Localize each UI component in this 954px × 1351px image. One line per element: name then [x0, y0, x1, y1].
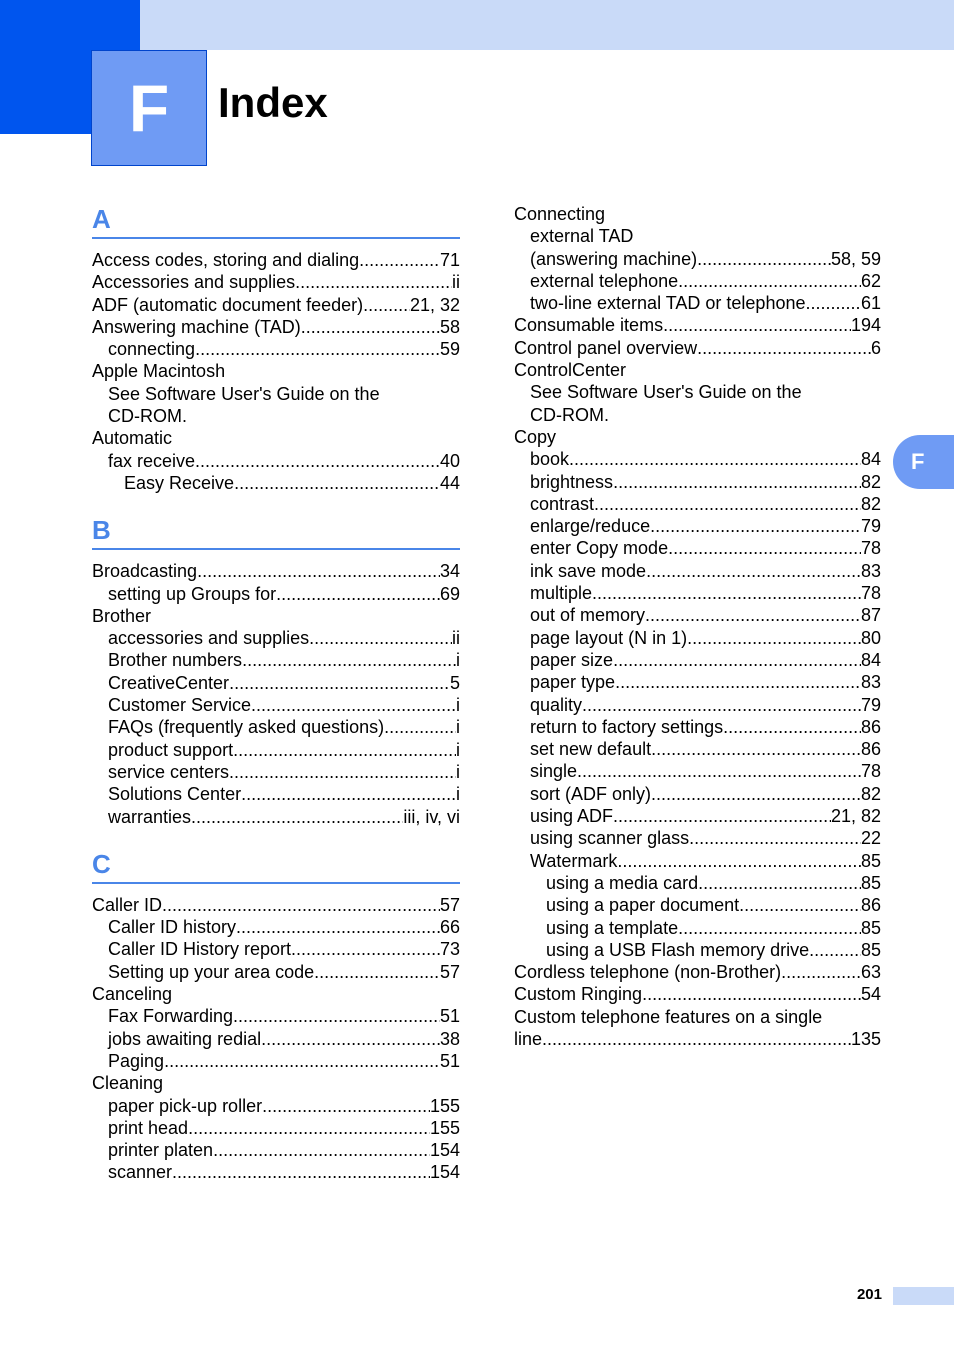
index-entry-page: 84 — [860, 449, 881, 470]
index-entry-label: quality — [530, 694, 583, 715]
index-entry-page: 154 — [429, 1162, 460, 1183]
dot-leader — [363, 294, 410, 316]
index-entry-page: 73 — [439, 939, 460, 960]
index-entry-label: Copy — [514, 426, 557, 447]
dot-leader — [172, 1161, 430, 1183]
index-entry-label: print head — [108, 1117, 189, 1138]
index-entry — [92, 806, 460, 828]
index-entry — [92, 316, 460, 338]
index-entry-page: 79 — [860, 694, 881, 715]
index-entry-label: line — [514, 1028, 543, 1049]
dot-leader — [213, 1139, 430, 1161]
index-entry-page: 62 — [860, 270, 881, 291]
index-entry-page: 83 — [860, 560, 881, 581]
dot-leader — [582, 694, 861, 716]
dot-leader — [687, 627, 861, 649]
index-entry-label: using a USB Flash memory drive — [546, 939, 810, 960]
index-entry — [92, 605, 460, 627]
index-entry-label: brightness — [530, 471, 614, 492]
index-entry-label: Cordless telephone (non-Brother) — [514, 962, 782, 983]
index-entry-page: 85 — [860, 850, 881, 871]
index-entry-page: 194 — [850, 315, 881, 336]
index-entry-label: using a paper document — [546, 895, 740, 916]
index-entry-page: 82 — [860, 493, 881, 514]
index-entry-label: Broadcasting — [92, 561, 198, 582]
index-entry — [514, 426, 881, 448]
index-entry — [92, 672, 460, 694]
dot-leader — [594, 493, 861, 515]
dot-leader — [689, 827, 861, 849]
index-entry-page: 57 — [439, 894, 460, 915]
index-entry-page: 69 — [439, 583, 460, 604]
dot-leader — [291, 938, 440, 960]
index-entry-page: 78 — [860, 761, 881, 782]
index-entry-label: external telephone — [530, 270, 679, 291]
index-entry — [514, 448, 881, 470]
index-entry-label: enlarge/reduce — [530, 516, 651, 537]
index-entry-label: Custom telephone features on a single — [514, 1006, 823, 1027]
index-entry-label: See Software User's Guide on the — [108, 383, 380, 404]
page-number: 201 — [856, 1286, 882, 1303]
index-entry-page: 83 — [860, 672, 881, 693]
index-entry-page: 85 — [860, 917, 881, 938]
index-entry — [92, 716, 460, 738]
index-entry — [92, 1050, 460, 1072]
dot-leader — [577, 760, 861, 782]
index-entry-page: 78 — [860, 538, 881, 559]
index-entry-label: Solutions Center — [108, 784, 242, 805]
index-entry-page: 71 — [439, 250, 460, 270]
index-entry-label: CreativeCenter — [108, 672, 230, 693]
chapter-letter-box: F — [91, 50, 207, 166]
dot-leader — [542, 1028, 851, 1050]
index-entry — [514, 983, 881, 1005]
index-entry — [92, 761, 460, 783]
index-entry — [92, 694, 460, 716]
dot-leader — [191, 806, 403, 828]
index-entry — [92, 1095, 460, 1117]
index-entry-page: i — [456, 717, 460, 738]
dot-leader — [262, 1095, 430, 1117]
index-entry — [514, 582, 881, 604]
index-entry-page: iii, iv, vi — [403, 806, 460, 827]
index-entry-page: 79 — [860, 516, 881, 537]
index-entry — [514, 537, 881, 559]
dot-leader — [613, 805, 831, 827]
index-entry — [92, 1072, 460, 1094]
index-entry-page: 44 — [439, 472, 460, 493]
index-entry — [92, 627, 460, 649]
index-entry-page: 82 — [860, 783, 881, 804]
index-entry-label: Watermark — [530, 850, 618, 871]
dot-leader — [359, 249, 440, 271]
index-entry-page: 38 — [439, 1028, 460, 1049]
index-entry — [514, 359, 881, 381]
dot-leader — [236, 916, 440, 938]
index-entry-label: FAQs (frequently asked questions) — [108, 717, 385, 738]
index-entry-page: 87 — [860, 605, 881, 626]
index-entry — [514, 760, 881, 782]
index-entry-label: ink save mode — [530, 560, 647, 581]
index-entry-page: 84 — [860, 649, 881, 670]
index-entry-label: paper size — [530, 649, 614, 670]
dot-leader — [805, 292, 860, 314]
dot-leader — [197, 560, 440, 582]
index-entry-label: jobs awaiting redial — [108, 1028, 262, 1049]
index-entry — [92, 1139, 460, 1161]
index-entry-page: 86 — [860, 895, 881, 916]
index-entry — [514, 738, 881, 760]
index-entry — [92, 783, 460, 805]
dot-leader — [613, 471, 861, 493]
index-entry-label: single — [530, 761, 578, 782]
index-entry — [514, 225, 881, 247]
dot-leader — [233, 739, 456, 761]
dot-leader — [309, 627, 452, 649]
index-entry-label: ControlCenter — [514, 360, 627, 381]
dot-leader — [739, 894, 861, 916]
index-entry-label: Brother — [92, 605, 152, 626]
index-entry-label: Caller ID History report — [108, 939, 292, 960]
index-entry-page: 135 — [850, 1028, 881, 1049]
index-entry-page: i — [456, 650, 460, 671]
index-entry — [514, 203, 881, 225]
index-entry-label: using a media card — [546, 872, 699, 893]
index-entry-label: paper type — [530, 672, 616, 693]
index-entry — [514, 961, 881, 983]
index-entry-page: 6 — [870, 337, 881, 358]
index-section — [92, 204, 460, 494]
index-entry-label: using a template — [546, 917, 679, 938]
dot-leader — [723, 716, 861, 738]
index-entry-label: external TAD — [530, 226, 634, 247]
index-entry-label: warranties — [108, 806, 192, 827]
index-entry — [514, 1006, 881, 1028]
index-entry — [514, 783, 881, 805]
index-entry-page: 80 — [860, 627, 881, 648]
index-entry-label: Fax Forwarding — [108, 1006, 234, 1027]
index-entry-label: Access codes, storing and dialing — [92, 250, 360, 270]
index-entry-page: 51 — [439, 1006, 460, 1027]
index-entry-page: ii — [452, 272, 460, 293]
index-entry-label: Canceling — [92, 984, 173, 1005]
index-entry — [92, 1117, 460, 1139]
index-entry — [514, 270, 881, 292]
dot-leader — [234, 472, 440, 494]
dot-leader — [569, 448, 861, 470]
index-entry-page: i — [456, 695, 460, 716]
index-entry-label: out of memory — [530, 605, 646, 626]
index-entry — [514, 471, 881, 493]
dot-leader — [698, 872, 861, 894]
dot-leader — [617, 850, 861, 872]
dot-leader — [229, 672, 450, 694]
dot-leader — [650, 515, 861, 537]
index-entry-label: using ADF — [530, 806, 614, 827]
dot-leader — [668, 537, 861, 559]
index-entry-page: 22 — [860, 828, 881, 849]
index-entry-page: 155 — [429, 1117, 460, 1138]
index-left-column — [92, 202, 460, 1184]
dot-leader — [613, 649, 861, 671]
index-entry-label: Caller ID — [92, 894, 163, 915]
index-entry-label: set new default — [530, 739, 652, 760]
header-band — [0, 0, 954, 50]
index-entry — [92, 1028, 460, 1050]
index-entry — [92, 1161, 460, 1183]
index-entry-label: Caller ID history — [108, 917, 237, 938]
index-entry-label: Cleaning — [92, 1073, 164, 1094]
index-entry — [514, 716, 881, 738]
index-entry-label: CD-ROM. — [530, 404, 609, 425]
index-entry-label: sort (ADF only) — [530, 783, 652, 804]
side-tab[interactable]: F — [893, 435, 954, 489]
index-entry — [92, 583, 460, 605]
dot-leader — [384, 716, 456, 738]
index-entry-page: 5 — [449, 672, 460, 693]
index-entry-page: 85 — [860, 939, 881, 960]
index-entry — [514, 872, 881, 894]
dot-leader — [162, 894, 440, 916]
index-entry-page: 58 — [439, 316, 460, 337]
index-entry-label: Easy Receive — [124, 472, 235, 493]
index-entry — [92, 427, 460, 449]
dot-leader — [697, 337, 871, 359]
index-entry — [92, 383, 460, 405]
footer-bar — [893, 1287, 954, 1305]
index-entry-label: printer platen — [108, 1140, 214, 1161]
dot-leader — [651, 783, 861, 805]
index-entry-label: Consumable items — [514, 315, 664, 336]
index-entry — [92, 894, 460, 916]
index-entry-label: fax receive — [108, 450, 196, 471]
index-entry — [514, 939, 881, 961]
index-entry — [514, 404, 881, 426]
index-entry-label: connecting — [108, 339, 196, 360]
dot-leader — [241, 783, 456, 805]
index-section — [92, 828, 460, 1184]
dot-leader — [651, 738, 861, 760]
index-entry-label: See Software User's Guide on the — [530, 382, 802, 403]
index-entry — [92, 938, 460, 960]
index-entry — [92, 405, 460, 427]
index-entry — [92, 983, 460, 1005]
index-entry-page: 21, 82 — [830, 806, 881, 827]
index-entry-page: 51 — [439, 1050, 460, 1071]
index-entry-label: using scanner glass — [530, 828, 690, 849]
index-entry-label: accessories and supplies — [108, 628, 310, 649]
index-entry — [514, 850, 881, 872]
index-entry-page: 155 — [429, 1095, 460, 1116]
dot-leader — [697, 248, 831, 270]
index-entry-page: 54 — [860, 984, 881, 1005]
index-entry-label: multiple — [530, 583, 593, 604]
section-letter: A — [92, 204, 111, 234]
index-entry-label: setting up Groups for — [108, 583, 277, 604]
index-entry-page: 21, 32 — [409, 294, 460, 315]
index-entry — [92, 560, 460, 582]
section-rule — [92, 548, 460, 550]
index-entry — [514, 1028, 881, 1050]
index-entry-label: Customer Service — [108, 695, 252, 716]
index-entry-label: page layout (N in 1) — [530, 627, 688, 648]
dot-leader — [646, 560, 861, 582]
section-rule — [92, 882, 460, 884]
index-entry — [92, 338, 460, 360]
dot-leader — [295, 271, 452, 293]
index-right-column — [514, 203, 881, 1050]
section-gap — [92, 494, 460, 515]
index-entry — [514, 292, 881, 314]
index-entry-page: 85 — [860, 872, 881, 893]
index-entry-page: 57 — [439, 961, 460, 982]
index-entry-page: ii — [452, 628, 460, 649]
section-letter: C — [92, 848, 111, 879]
dot-leader — [233, 1005, 440, 1027]
index-entry-label: Paging — [108, 1050, 165, 1071]
index-entry-label: Accessories and supplies — [92, 272, 296, 293]
index-entry — [514, 827, 881, 849]
section-gap — [92, 828, 460, 849]
dot-leader — [276, 583, 440, 605]
index-entry-label: book — [530, 449, 570, 470]
page-title: Index — [218, 79, 328, 126]
index-entry-label: Automatic — [92, 428, 173, 449]
dot-leader — [781, 961, 861, 983]
dot-leader — [188, 1117, 430, 1139]
index-entry-label: Apple Macintosh — [92, 361, 226, 382]
index-entry-page: 66 — [439, 917, 460, 938]
dot-leader — [615, 671, 861, 693]
dot-leader — [314, 961, 440, 983]
index-entry — [514, 694, 881, 716]
dot-leader — [645, 604, 861, 626]
index-entry-label: CD-ROM. — [108, 406, 187, 427]
dot-leader — [242, 649, 456, 671]
index-entry-page: 59 — [439, 339, 460, 360]
dot-leader — [809, 939, 861, 961]
dot-leader — [261, 1028, 440, 1050]
index-entry-page: i — [456, 761, 460, 782]
index-entry-label: paper pick-up roller — [108, 1095, 263, 1116]
dot-leader — [195, 450, 440, 472]
index-entry-page: 61 — [860, 293, 881, 314]
index-entry — [514, 649, 881, 671]
index-entry-page: 154 — [429, 1140, 460, 1161]
index-entry-label: Answering machine (TAD) — [92, 316, 301, 337]
index-entry-label: enter Copy mode — [530, 538, 669, 559]
index-entry-label: scanner — [108, 1162, 173, 1183]
dot-leader — [164, 1050, 440, 1072]
index-entry-page: 34 — [439, 561, 460, 582]
dot-leader — [642, 983, 861, 1005]
index-entry — [514, 515, 881, 537]
index-entry — [92, 360, 460, 382]
dot-leader — [678, 270, 861, 292]
index-entry-label: service centers — [108, 761, 230, 782]
index-entry-page: 86 — [860, 716, 881, 737]
index-entry-label: Control panel overview — [514, 337, 698, 358]
index-entry — [92, 1005, 460, 1027]
index-entry — [92, 249, 460, 271]
index-entry-page: 78 — [860, 583, 881, 604]
dot-leader — [663, 314, 851, 336]
dot-leader — [592, 582, 861, 604]
index-entry — [514, 894, 881, 916]
dot-leader — [301, 316, 440, 338]
index-entry — [514, 560, 881, 582]
index-entry-label: Brother numbers — [108, 650, 243, 671]
index-entry — [92, 271, 460, 293]
index-entry — [92, 472, 460, 494]
dot-leader — [195, 338, 440, 360]
index-entry — [92, 450, 460, 472]
index-entry-label: Setting up your area code — [108, 961, 315, 982]
index-entry — [514, 337, 881, 359]
index-entry-page: i — [456, 784, 460, 805]
index-entry — [514, 805, 881, 827]
index-entry — [92, 294, 460, 316]
section-letter: B — [92, 515, 111, 546]
index-entry — [514, 627, 881, 649]
index-entry — [514, 381, 881, 403]
index-entry-page: 40 — [439, 450, 460, 471]
index-entry — [92, 916, 460, 938]
index-entry-label: ADF (automatic document feeder) — [92, 294, 364, 315]
index-entry-page: 86 — [860, 739, 881, 760]
index-entry — [92, 739, 460, 761]
index-entry — [514, 493, 881, 515]
index-entry-label: return to factory settings — [530, 716, 724, 737]
index-entry-label: Custom Ringing — [514, 984, 643, 1005]
section-rule — [92, 237, 460, 239]
index-entry-label: contrast — [530, 493, 595, 514]
index-entry-page: 82 — [860, 471, 881, 492]
index-entry-page: 58, 59 — [830, 248, 881, 269]
index-entry — [514, 314, 881, 336]
index-entry — [514, 917, 881, 939]
index-entry-label: two-line external TAD or telephone — [530, 293, 806, 314]
index-entry — [92, 649, 460, 671]
index-entry-label: product support — [108, 739, 234, 760]
index-entry — [92, 961, 460, 983]
index-entry-label: Connecting — [514, 204, 606, 224]
index-entry — [514, 604, 881, 626]
index-entry — [514, 671, 881, 693]
dot-leader — [678, 917, 861, 939]
index-entry-label: (answering machine) — [530, 248, 698, 269]
index-entry-page: i — [456, 739, 460, 760]
dot-leader — [229, 761, 456, 783]
index-entry-page: 63 — [860, 962, 881, 983]
dot-leader — [251, 694, 456, 716]
index-section — [92, 494, 460, 828]
index-entry — [514, 248, 881, 270]
